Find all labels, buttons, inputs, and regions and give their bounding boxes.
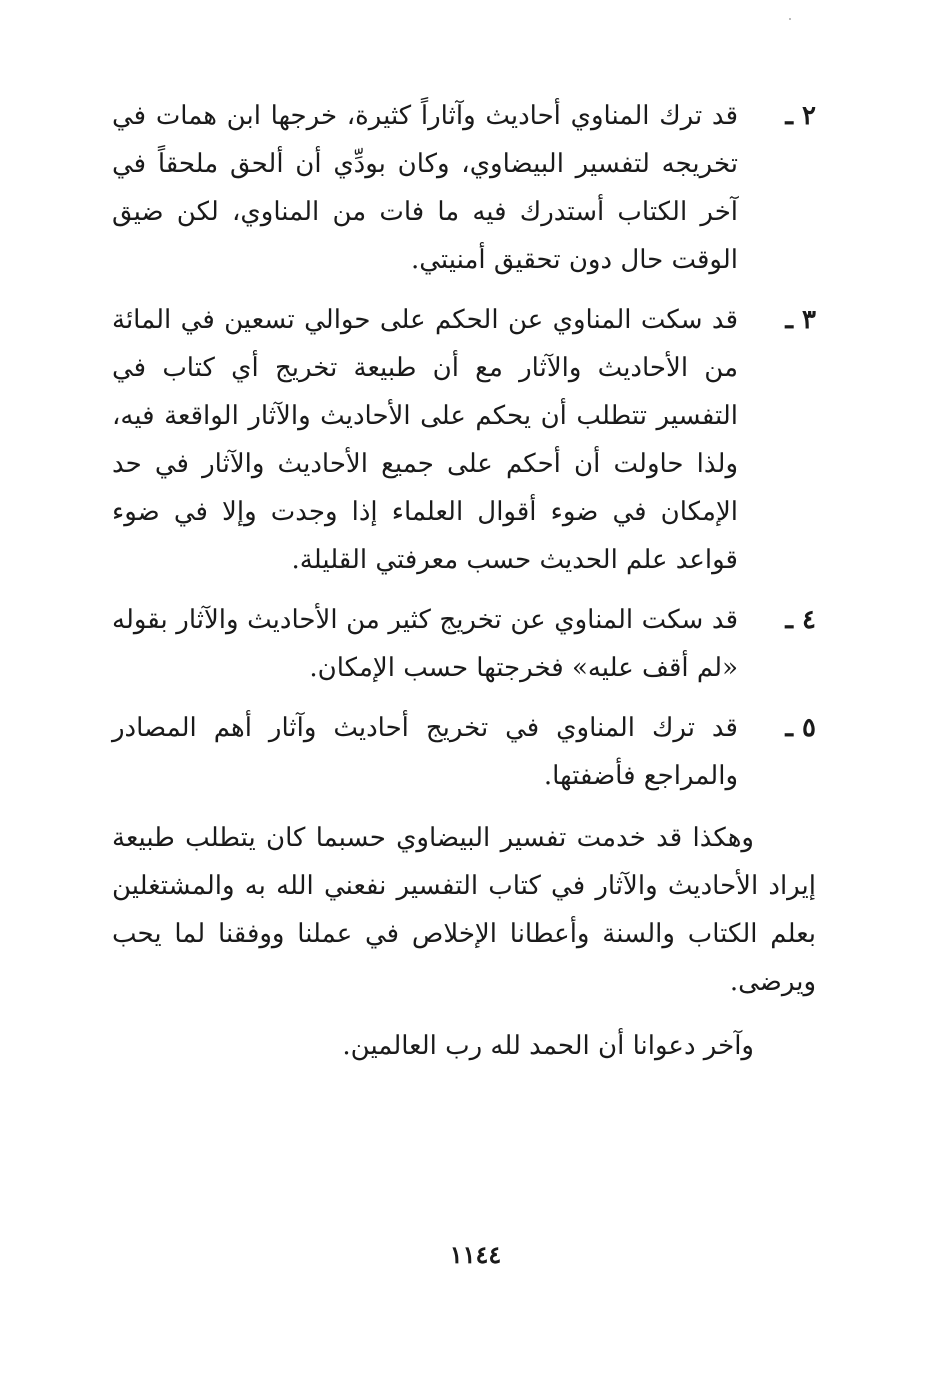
list-item-number: ٢ ـ [785, 101, 816, 131]
list-item-text: قد سكت المناوي عن الحكم على حوالي تسعين في المائة من الأحاديث والآثار مع أن طبيعة تخريج أي كتاب في التفسير تتطلب أن يحكم على الأحاديث والآثار الواقعة فيه، ولذا حاولت أن أحكم على جميع الأحاديث والآثار في حد الإمكان في ضوء أقوال العلماء إذا وجدت وإلا في ضوء قواعد علم الحديث حسب معرفتي القليلة. [112, 305, 738, 575]
list-item-3 [112, 296, 816, 584]
list-item-4 [112, 596, 816, 692]
list-item-5 [112, 704, 816, 800]
scan-speck [789, 18, 791, 20]
list-item-text: قد ترك المناوي في تخريج أحاديث وآثار أهم المصادر والمراجع فأضفتها. [112, 713, 738, 791]
closing-line: وآخر دعوانا أن الحمد لله رب العالمين. [342, 1031, 754, 1061]
list-item-number: ٤ ـ [785, 605, 816, 635]
page-content [112, 92, 816, 1070]
summary-paragraph: وهكذا قد خدمت تفسير البيضاوي حسبما كان يتطلب طبيعة إيراد الأحاديث والآثار في كتاب التفسير نفعني الله به والمشتغلين بعلم الكتاب والسنة وأعطانا الإخلاص في عملنا ووفقنا لما يحب ويرضى. [112, 823, 816, 997]
list-item-number: ٥ ـ [785, 713, 816, 743]
list-item-text: قد سكت المناوي عن تخريج كثير من الأحاديث والآثار بقوله «لم أقف عليه» فخرجتها حسب الإمكان. [112, 605, 738, 683]
page-number: ١١٤٤ [449, 1240, 502, 1269]
list-item-number: ٣ ـ [785, 305, 816, 335]
list-item-text: قد ترك المناوي أحاديث وآثاراً كثيرة، خرجها ابن همات في تخريجه لتفسير البيضاوي، وكان بودِّي أن ألحق ملحقاً في آخر الكتاب أستدرك فيه ما فات من المناوي، لكن ضيق الوقت حال دون تحقيق أمنيتي. [112, 101, 738, 275]
list-item-2 [112, 92, 816, 284]
